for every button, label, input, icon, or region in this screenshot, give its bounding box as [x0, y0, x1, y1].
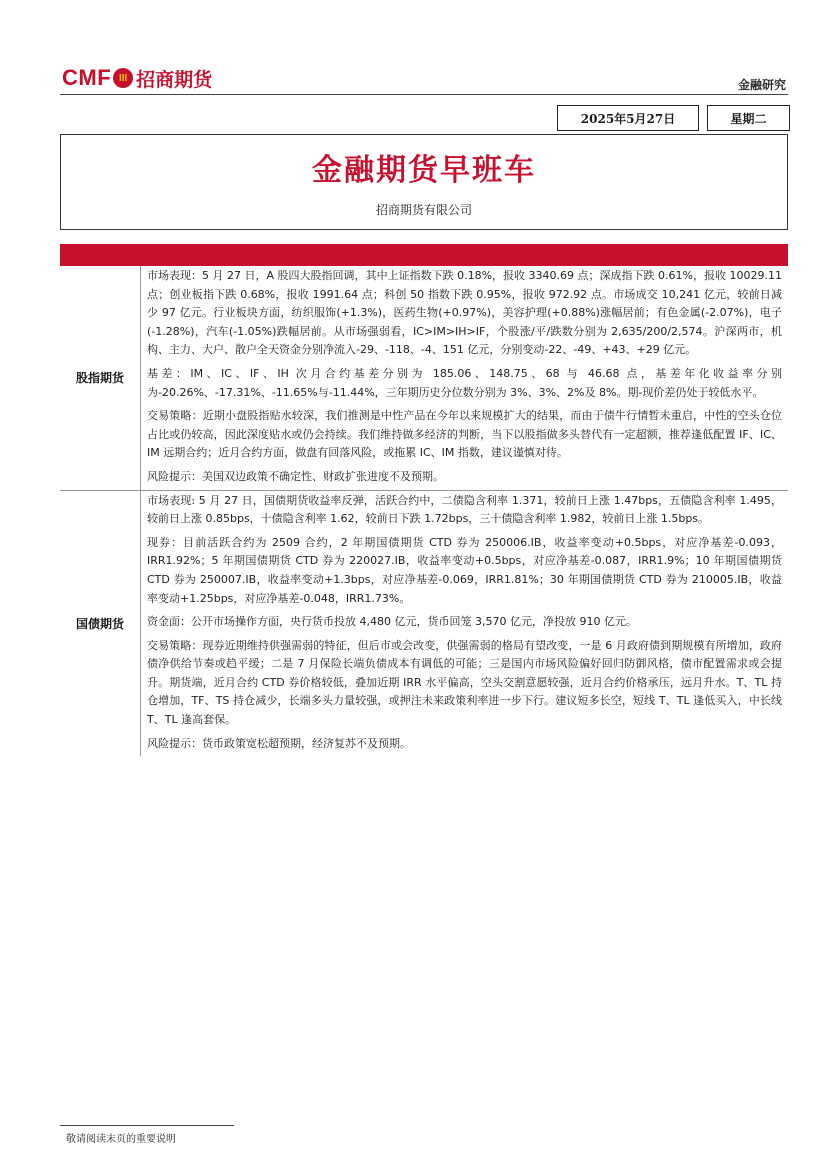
- header-divider: [60, 94, 788, 95]
- section-stock-index-futures: [60, 266, 788, 490]
- report-weekday: 星期二: [707, 105, 790, 131]
- paragraph-trading-strategy: [147, 637, 782, 730]
- section-content: [141, 490, 789, 756]
- paragraph-text: 美国双边政策不确定性、财政扩张进度不及预期。: [202, 469, 444, 483]
- paragraph-heading: 风险提示：: [147, 736, 202, 750]
- section-label: 国债期货: [60, 490, 141, 756]
- paragraph-text: 目前活跃合约为 2509 合约，2 年期国债期货 CTD 券为 250006.IB，收益率变动+0.5bps，对应净基差-0.093，IRR1.92%；5 年期国债期货 CTD 券为 220027.IB，收益率变动+0.5bps，对应净基差-0.087，IRR1.9%；10 年期国债期货 CTD 券为 250007.IB，收益率变动+1.3bps，对应净基差-0.069，IRR1.81%；30 年期国债期货 CTD 券为 210005.IB，收益率变动+1.25bps，对应净基差-0.048，IRR1.73%。: [147, 535, 782, 605]
- paragraph-risk-warning: [147, 735, 782, 754]
- page-title: 金融期货早班车: [312, 153, 536, 188]
- section-label: 股指期货: [60, 266, 141, 490]
- section-treasury-futures: [60, 490, 788, 756]
- paragraph-text: 公开市场操作方面，央行货币投放 4,480 亿元，货币回笼 3,570 亿元，净投放 910 亿元。: [191, 615, 637, 629]
- paragraph-heading: 资金面：: [147, 615, 191, 629]
- report-type: 金融研究: [737, 78, 786, 92]
- paragraph-heading: 风险提示：: [147, 469, 202, 483]
- content-table: [60, 266, 788, 756]
- paragraph-heading: 基差：: [147, 366, 191, 380]
- paragraph-text: 货币政策宽松超预期，经济复苏不及预期。: [202, 736, 411, 750]
- logo-text: CMF: [62, 65, 112, 90]
- paragraph-liquidity: [147, 613, 782, 632]
- logo-chinese-name: 招商期货: [136, 68, 213, 91]
- paragraph-heading: 交易策略：: [147, 638, 203, 652]
- paragraph-market-performance: [147, 267, 782, 360]
- paragraph-market-performance: [147, 492, 782, 529]
- logo-emblem-icon: III: [113, 68, 133, 88]
- title-box: [60, 134, 788, 230]
- paragraph-basis: [147, 365, 782, 402]
- paragraph-heading: 市场表现:: [147, 493, 199, 507]
- footer-note: 敬请阅读末页的重要说明: [66, 1134, 176, 1145]
- paragraph-heading: 交易策略：: [147, 409, 203, 423]
- paragraph-heading: 市场表现：: [147, 269, 203, 282]
- paragraph-trading-strategy: [147, 407, 782, 463]
- company-logo: [62, 64, 212, 92]
- paragraph-heading: 现券：: [147, 535, 184, 549]
- paragraph-text: IM、IC、IF、IH 次月合约基差分别为 185.06、148.75、68 与 46.68 点，基差年化收益率分别为-20.26%、-17.31%、-11.65%与-11.44%，三年期历史分位数分别为 3%、3%、2%及 8%。期-现价差仍处于较低水平。: [147, 366, 783, 399]
- paragraph-text: 近期小盘股指贴水较深，我们推测是中性产品在今年以来规模扩大的结果，而由于债牛行情暂未重启，中性的空头仓位占比或仍较高，因此深度贴水或仍会持续。我们维持做多经济的判断，当下以股指做多头替代有一定超额，推荐逢低配置 IF、IC、IM 远期合约；近月合约方面，做盘有回落风险，或拖累 IC、IM 指数，建议谨慎对待。: [147, 409, 783, 460]
- footer-divider: [60, 1125, 234, 1126]
- section-content: [141, 266, 789, 490]
- paragraph-risk-warning: [147, 468, 782, 487]
- paragraph-text: 现券近期维持供强需弱的特征，但后市或会改变，供强需弱的格局有望改变，一是 6 月政府债到期规模有所增加，政府债净供给节奏或趋平缓；二是 7 月保险长端负债成本有调低的可能；三是国内市场风险偏好回归防御风格，债市配置需求或会提升。期货端，近月合约 CTD 券价格较低，叠加近期 IRR 水平偏高，空头交割意愿较强，近月合约价格承压，远月升水。T、TL 持仓增加，TF、TS 持仓减少，长端多头力量较强，或押注未来政策利率进一步下行。建议短多长空，短线 T、TL 逢低买入，中长线 T、TL 逢高套保。: [147, 638, 783, 727]
- company-name: 招商期货有限公司: [375, 203, 472, 217]
- paragraph-text: 5 月 27 日，国债期货收益率反弹，活跃合约中，二债隐含利率 1.371，较前日上涨 1.47bps，五债隐含利率 1.495，较前日上涨 0.85bps，十债隐含利率 1.62，较前日下跌 1.72bps，三十债隐含利率 1.982，较前日上涨 1.5bps。: [147, 493, 782, 526]
- report-date: 2025年5月27日: [557, 105, 699, 131]
- paragraph-cash-bonds: [147, 534, 782, 608]
- section-header-bar: [60, 244, 788, 266]
- paragraph-text: 5 月 27 日，A 股四大股指回调，其中上证指数下跌 0.18%，报收 3340.69 点；深成指下跌 0.61%，报收 10029.11 点；创业板指下跌 0.68%，报收 1991.64 点；科创 50 指数下跌 0.95%，报收 972.92 点。市场成交 10,241 亿元，较前日减少 97 亿元。行业板块方面，纺织服饰(+1.3%)，医药生物(+0.97%)，美容护理(+0.88%)涨幅居前；有色金属(-2.07%)，电子(-1.28%)，汽车(-1.05%)跌幅居前。从市场强弱看，IC>IM>IH>IF，个股涨/平/跌数分别为 2,635/200/2,574。沪深两市，机构、主力、大户、散户全天资金分别净流入-29、-118、-4、151 亿元，分别变动-22、-49、+43、+29 亿元。: [147, 269, 782, 357]
